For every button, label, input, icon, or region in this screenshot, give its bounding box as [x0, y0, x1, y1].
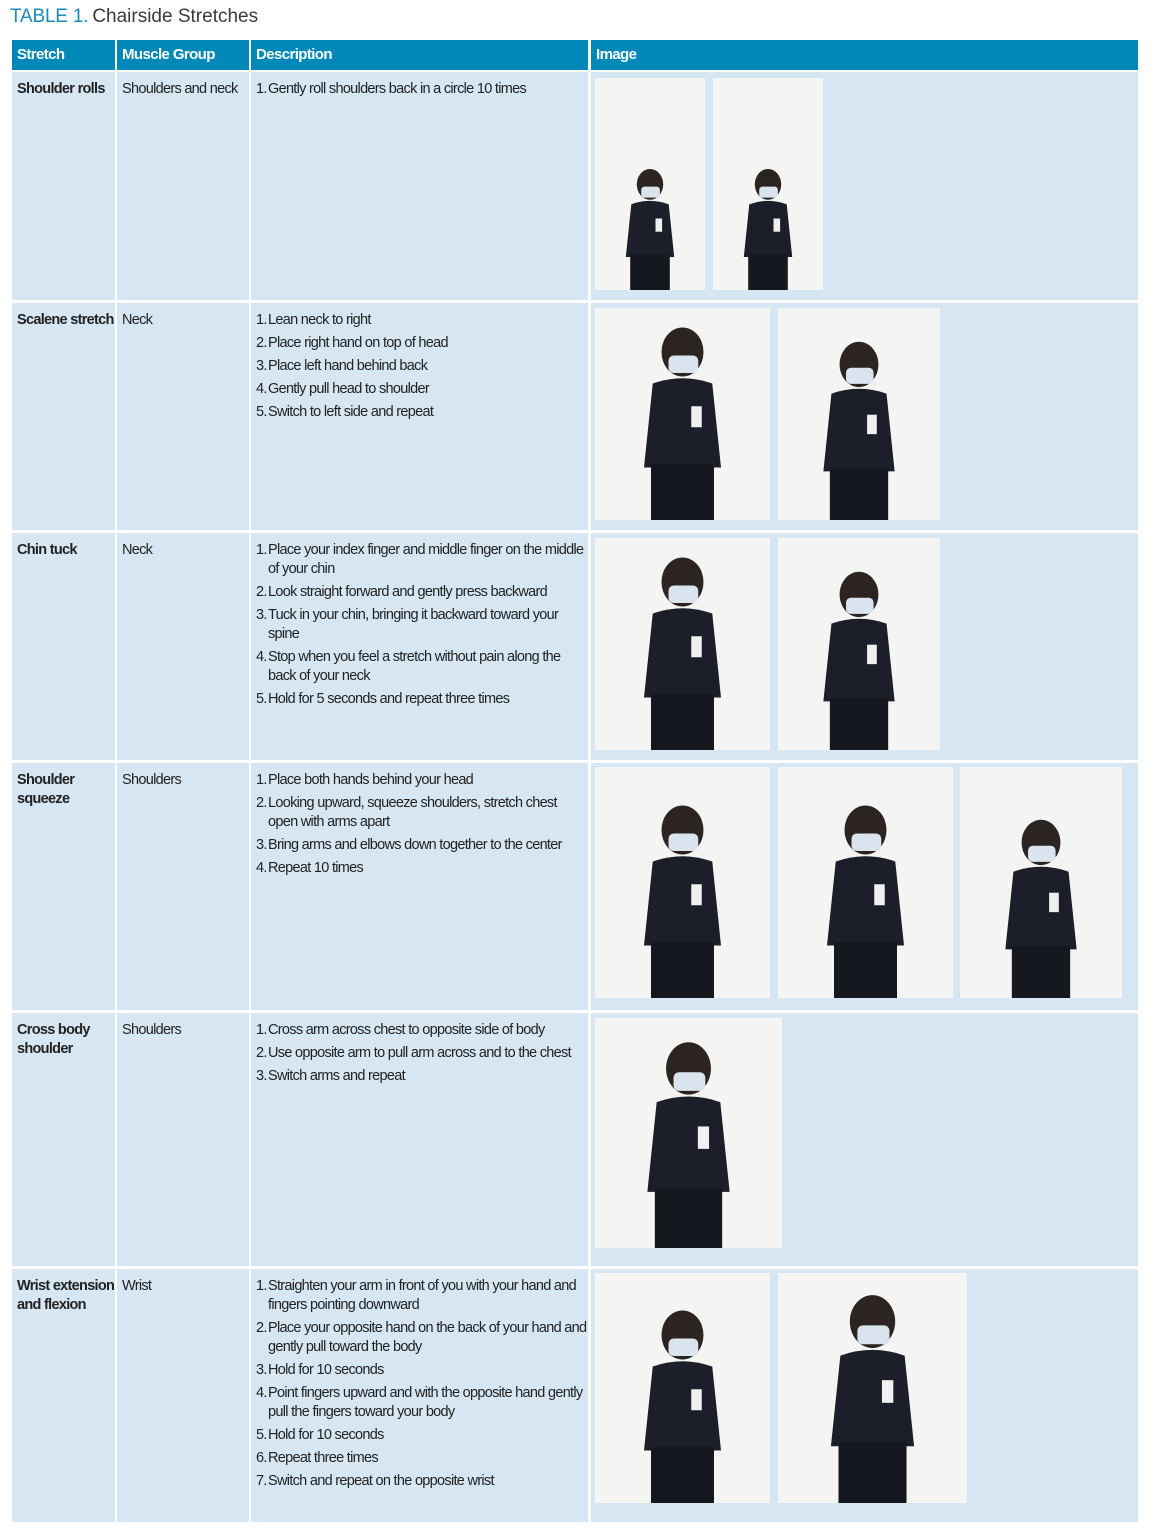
- step-number: 1.: [256, 542, 267, 558]
- step-item: [256, 859, 588, 878]
- step-text: Place both hands behind your head: [268, 772, 474, 788]
- image-cell: [591, 533, 1138, 760]
- step-text: Hold for 10 seconds: [268, 1427, 384, 1443]
- step-number: 5.: [256, 691, 267, 707]
- stretch-name: Scalene stretch: [12, 303, 115, 530]
- step-number: 1.: [256, 312, 267, 328]
- image-cell: [591, 763, 1138, 1010]
- step-text: Use opposite arm to pull arm across and to the chest: [268, 1045, 571, 1061]
- step-number: 2.: [256, 1320, 267, 1336]
- person-figure-icon: [595, 1273, 770, 1503]
- header-stretch: Stretch: [12, 40, 115, 70]
- steps-list: [256, 771, 588, 878]
- stretch-name: Shoulder rolls: [12, 72, 115, 300]
- person-figure-icon: [595, 538, 770, 750]
- step-text: Repeat 10 times: [268, 860, 364, 876]
- image-cell: [591, 303, 1138, 530]
- description-cell: [251, 72, 588, 300]
- step-number: 4.: [256, 381, 267, 397]
- step-number: 3.: [256, 1068, 267, 1084]
- table-row: [12, 1013, 1138, 1266]
- step-number: 2.: [256, 335, 267, 351]
- person-figure-icon: [960, 767, 1122, 998]
- step-item: [256, 1067, 588, 1086]
- table-header: [12, 40, 1138, 70]
- step-number: 7.: [256, 1473, 267, 1489]
- step-item: [256, 541, 588, 579]
- step-text: Lean neck to right: [268, 312, 371, 328]
- header-muscle-group: Muscle Group: [117, 40, 249, 70]
- stretch-photo: [778, 308, 940, 520]
- table-number: TABLE 1.: [10, 6, 89, 27]
- step-text: Cross arm across chest to opposite side of body: [268, 1022, 545, 1038]
- person-figure-icon: [595, 767, 770, 998]
- step-text: Hold for 5 seconds and repeat three times: [268, 691, 510, 707]
- step-number: 1.: [256, 81, 267, 97]
- muscle-group: Shoulders: [117, 763, 249, 1010]
- person-figure-icon: [778, 767, 953, 998]
- steps-list: [256, 311, 588, 422]
- step-item: [256, 380, 588, 399]
- step-item: [256, 357, 588, 376]
- step-number: 2.: [256, 795, 267, 811]
- step-item: [256, 403, 588, 422]
- step-text: Gently pull head to shoulder: [268, 381, 429, 397]
- stretch-photo: [713, 78, 823, 290]
- step-item: [256, 771, 588, 790]
- stretch-name: Wrist extension and flexion: [12, 1269, 115, 1522]
- muscle-group: Neck: [117, 533, 249, 760]
- person-figure-icon: [778, 308, 940, 520]
- step-number: 2.: [256, 584, 267, 600]
- stretch-photo: [595, 78, 705, 290]
- table-row: [12, 72, 1138, 300]
- person-figure-icon: [713, 78, 823, 290]
- step-item: [256, 1426, 588, 1445]
- person-figure-icon: [595, 1018, 782, 1248]
- stretch-photo: [595, 1273, 770, 1503]
- muscle-group: Shoulders and neck: [117, 72, 249, 300]
- step-item: [256, 1472, 588, 1491]
- header-description: Description: [251, 40, 588, 70]
- steps-list: [256, 541, 588, 709]
- step-number: 1.: [256, 1022, 267, 1038]
- stretch-name: Chin tuck: [12, 533, 115, 760]
- step-item: [256, 334, 588, 353]
- description-cell: [251, 303, 588, 530]
- muscle-group: Wrist: [117, 1269, 249, 1522]
- step-number: 3.: [256, 607, 267, 623]
- step-text: Tuck in your chin, bringing it backward toward your spine: [268, 607, 559, 642]
- stretch-photo: [595, 538, 770, 750]
- step-number: 2.: [256, 1045, 267, 1061]
- step-item: [256, 648, 588, 686]
- step-item: [256, 583, 588, 602]
- description-cell: [251, 533, 588, 760]
- stretch-photo: [595, 1018, 782, 1248]
- stretch-photo: [595, 767, 770, 998]
- step-number: 3.: [256, 358, 267, 374]
- table-row: [12, 533, 1138, 760]
- step-item: [256, 1277, 588, 1315]
- step-text: Place your index finger and middle finger on the middle of your chin: [268, 542, 584, 577]
- step-text: Switch and repeat on the opposite wrist: [268, 1473, 494, 1489]
- step-number: 5.: [256, 1427, 267, 1443]
- muscle-group: Shoulders: [117, 1013, 249, 1266]
- step-text: Place left hand behind back: [268, 358, 428, 374]
- step-number: 3.: [256, 1362, 267, 1378]
- step-item: [256, 690, 588, 709]
- step-text: Point fingers upward and with the opposite hand gently pull the fingers toward your body: [268, 1385, 583, 1420]
- step-text: Place right hand on top of head: [268, 335, 448, 351]
- stretch-photo: [778, 767, 953, 998]
- image-cell: [591, 1013, 1138, 1266]
- step-item: [256, 1021, 588, 1040]
- description-cell: [251, 763, 588, 1010]
- person-figure-icon: [778, 538, 940, 750]
- steps-list: [256, 1277, 588, 1491]
- step-number: 4.: [256, 860, 267, 876]
- header-image: Image: [591, 40, 1138, 70]
- image-cell: [591, 1269, 1138, 1522]
- step-item: [256, 794, 588, 832]
- image-cell: [591, 72, 1138, 300]
- person-figure-icon: [595, 308, 770, 520]
- step-text: Switch arms and repeat: [268, 1068, 405, 1084]
- step-number: 3.: [256, 837, 267, 853]
- step-text: Straighten your arm in front of you with your hand and fingers pointing downward: [268, 1278, 576, 1313]
- table-row: [12, 303, 1138, 530]
- steps-list: [256, 1021, 588, 1086]
- step-item: [256, 1361, 588, 1380]
- step-number: 5.: [256, 404, 267, 420]
- steps-list: [256, 80, 588, 99]
- step-item: [256, 311, 588, 330]
- step-item: [256, 1449, 588, 1468]
- person-figure-icon: [595, 78, 705, 290]
- table-title: [10, 6, 258, 28]
- muscle-group: Neck: [117, 303, 249, 530]
- step-item: [256, 836, 588, 855]
- stretch-photo: [778, 538, 940, 750]
- step-number: 4.: [256, 1385, 267, 1401]
- stretch-photo: [960, 767, 1122, 998]
- step-number: 6.: [256, 1450, 267, 1466]
- stretch-photo: [595, 308, 770, 520]
- step-number: 1.: [256, 1278, 267, 1294]
- step-number: 4.: [256, 649, 267, 665]
- step-text: Repeat three times: [268, 1450, 378, 1466]
- step-text: Looking upward, squeeze shoulders, stretch chest open with arms apart: [268, 795, 557, 830]
- step-text: Gently roll shoulders back in a circle 10 times: [268, 81, 527, 97]
- step-text: Switch to left side and repeat: [268, 404, 434, 420]
- stretch-name: Shoulder squeeze: [12, 763, 115, 1010]
- step-item: [256, 1319, 588, 1357]
- step-item: [256, 1384, 588, 1422]
- step-item: [256, 1044, 588, 1063]
- description-cell: [251, 1269, 588, 1522]
- step-number: 1.: [256, 772, 267, 788]
- table-row: [12, 1269, 1138, 1522]
- description-cell: [251, 1013, 588, 1266]
- step-text: Bring arms and elbows down together to the center: [268, 837, 562, 853]
- stretch-name: Cross body shoulder: [12, 1013, 115, 1266]
- step-text: Place your opposite hand on the back of your hand and gently pull toward the body: [268, 1320, 587, 1355]
- person-figure-icon: [778, 1273, 967, 1503]
- step-item: [256, 80, 588, 99]
- stretch-photo: [778, 1273, 967, 1503]
- step-text: Hold for 10 seconds: [268, 1362, 384, 1378]
- step-text: Look straight forward and gently press backward: [268, 584, 548, 600]
- step-item: [256, 606, 588, 644]
- step-text: Stop when you feel a stretch without pain along the back of your neck: [268, 649, 561, 684]
- table-row: [12, 763, 1138, 1010]
- table-name: Chairside Stretches: [92, 6, 259, 27]
